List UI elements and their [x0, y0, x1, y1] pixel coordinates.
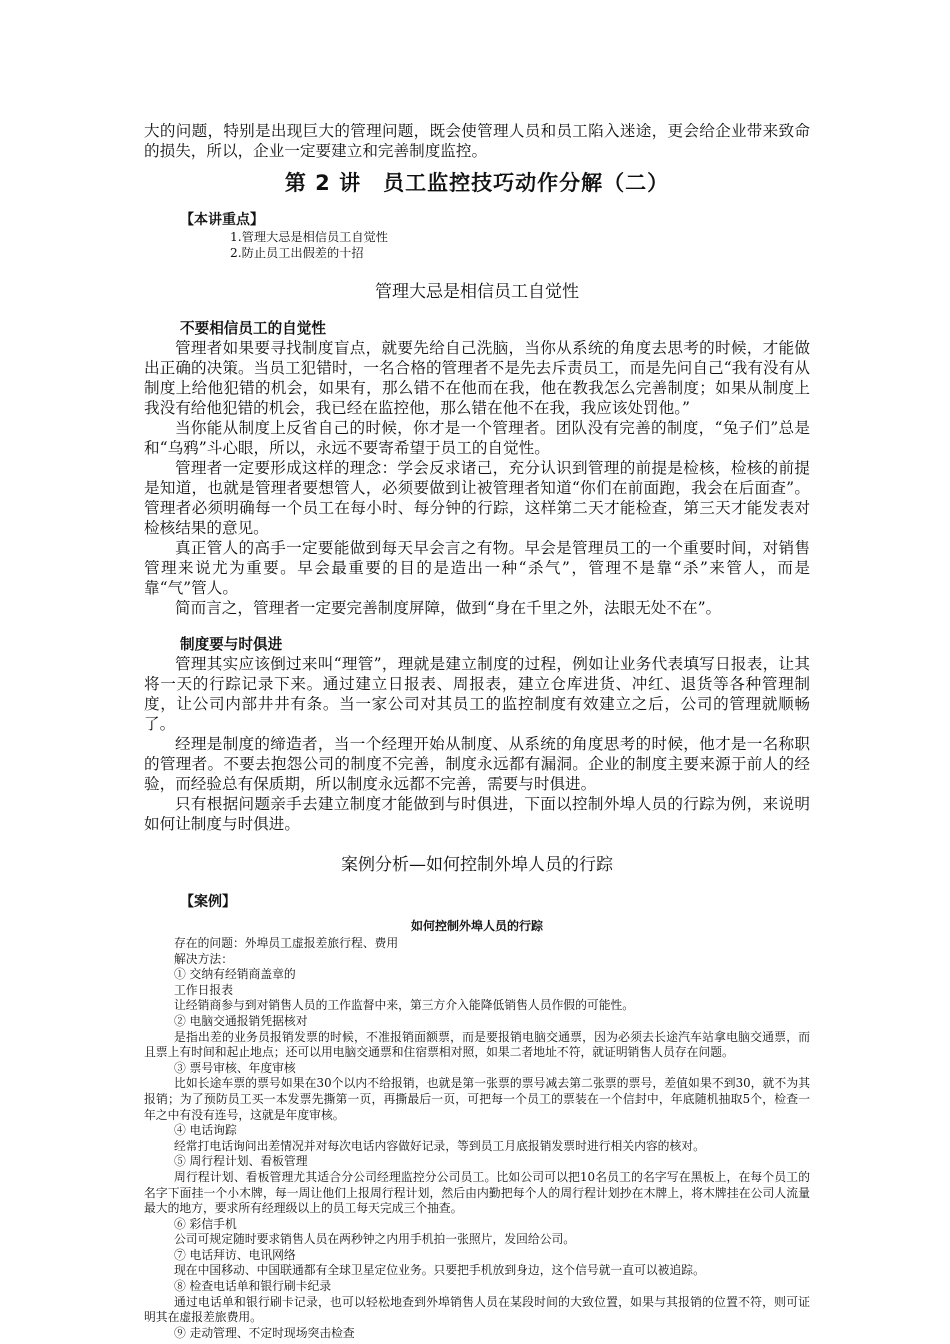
- case-title: 如何控制外埠人员的行踪: [410, 919, 543, 933]
- intro-paragraph: 大的问题，特别是出现巨大的管理问题，既会使管理人员和员工陷入迷途，更会给企业带来致命的损失，所以，企业一定要建立和完善制度监控。: [144, 122, 810, 160]
- case-line: ① 交纳有经销商盖章的: [174, 967, 296, 982]
- body-paragraph: 管理者如果要寻找制度盲点，就要先给自己洗脑，当你从系统的角度去思考的时候，才能做出正确的决策。当员工犯错时，一名合格的管理者不是先去斥责员工，而是先问自己“我有没有从制度上给他犯错的机会，如果有，那么错不在他而在我，他在教我怎么完善制度；如果从制度上我没有给他犯错的机会，我已经在监控他，那么错在他不在我，我应该处罚他。”: [144, 339, 810, 417]
- case-line: ⑦ 电话拜访、电讯网络: [174, 1247, 296, 1262]
- case-label: 【案例】: [180, 894, 236, 910]
- body-paragraph: 当你能从制度上反省自己的时候，你才是一个管理者。团队没有完善的制度，“兔子们”总是和“乌鸦”斗心眼，所以，永远不要寄希望于员工的自觉性。: [144, 419, 810, 457]
- case-line: ⑨ 走动管理、不定时现场突击检查: [174, 1325, 355, 1340]
- case-line: ④ 电话询踪: [174, 1123, 237, 1138]
- document-content: [144, 121, 810, 1341]
- key-points-heading: 【本讲重点】: [180, 212, 264, 228]
- body-paragraph: 管理其实应该倒过来叫“理管”，理就是建立制度的过程，例如让业务代表填写日报表，让其将一天的行踪记录下来。通过建立日报表、周报表，建立仓库进货、冲红、退货等各种管理制度，让公司内部井井有条。当一家公司对其员工的监控制度有效建立之后，公司的管理就顺畅了。: [144, 655, 810, 733]
- case-line: 公司可规定随时要求销售人员在两秒钟之内用手机拍一张照片，发回给公司。: [174, 1232, 576, 1247]
- case-line: 比如长途车票的票号如果在30个以内不给报销，也就是第一张票的票号减去第二张票的票号，差值如果不到30，就不为其报销；为了预防员工买一本发票先撕第一页，再撕最后一页，可把每一个员工的票装在一个信封中，年底随机抽取5个，检查一年之中有没有连号，这就是年度审核。: [144, 1076, 810, 1122]
- case-line: ⑤ 周行程计划、看板管理: [174, 1154, 308, 1169]
- case-line: 解决方法：: [174, 951, 233, 966]
- body-paragraph: 经理是制度的缔造者，当一个经理开始从制度、从系统的角度思考的时候，他才是一名称职的管理者。不要去抱怨公司的制度不完善，制度永远都有漏洞。企业的制度主要来源于前人的经验，而经验总有保质期，所以制度永远都不完善，需要与时俱进。: [144, 735, 810, 793]
- case-line: 让经销商参与到对销售人员的工作监督中来，第三方介入能降低销售人员作假的可能性。: [174, 998, 635, 1013]
- case-line: 经常打电话询问出差情况并对每次电话内容做好记录，等到员工月底报销发票时进行相关内容的核对。: [174, 1138, 705, 1153]
- case-line: ② 电脑交通报销凭据核对: [174, 1013, 308, 1028]
- case-body: [144, 936, 810, 1341]
- case-line: 是指出差的业务员报销发票的时候，不准报销面额票，而是要报销电脑交通票，因为必须去长途汽车站拿电脑交通票，而且票上有时间和起止地点；还可以用电脑交通票和住宿票相对照，如果二者地址不符，就证明销售人员存在问题。: [144, 1029, 810, 1060]
- subsection-heading: 不要相信员工的自觉性: [180, 320, 326, 337]
- case-line: 工作日报表: [174, 982, 233, 997]
- key-point-item: 1.管理大忌是相信员工自觉性: [230, 230, 388, 244]
- section-title: 管理大忌是相信员工自觉性: [375, 282, 579, 302]
- body-paragraph: 真正管人的高手一定要能做到每天早会言之有物。早会是管理员工的一个重要时间，对销售管理来说尤为重要。早会最重要的目的是造出一种“杀气”，管理不是靠“杀”来管人，而是靠“气”管人。: [144, 539, 810, 597]
- key-point-item: 2.防止员工出假差的十招: [230, 246, 364, 260]
- case-line: 周行程计划、看板管理尤其适合分公司经理监控分公司员工。比如公司可以把10名员工的名字写在黑板上，在每个员工的名字下面挂一个小木牌，每一周让他们上报周行程计划，然后由内勤把每个人的周行程计划抄在木牌上，将木牌挂在公司人流量最大的地方，要求所有经理级以上的员工每天完成三个抽查。: [144, 1169, 810, 1216]
- body-paragraph: 只有根据问题亲手去建立制度才能做到与时俱进，下面以控制外埠人员的行踪为例，来说明如何让制度与时俱进。: [144, 795, 810, 833]
- lecture-title: 第 2 讲 员工监控技巧动作分解（二）: [284, 171, 670, 195]
- subsection-heading: 制度要与时俱进: [180, 636, 283, 653]
- case-line: ⑥ 彩信手机: [174, 1216, 237, 1231]
- case-line: 存在的问题：外埠员工虚报差旅行程、费用: [174, 936, 399, 950]
- body-paragraph: 简而言之，管理者一定要完善制度屏障，做到“身在千里之外，法眼无处不在”。: [175, 599, 722, 617]
- case-line: ⑧ 检查电话单和银行刷卡纪录: [174, 1279, 332, 1294]
- section-title: 案例分析—如何控制外埠人员的行踪: [341, 855, 613, 875]
- case-line: 现在中国移动、中国联通都有全球卫星定位业务。只要把手机放到身边，这个信号就一直可以被追踪。: [174, 1263, 705, 1278]
- body-paragraph: 管理者一定要形成这样的理念：学会反求诸己，充分认识到管理的前提是检核，检核的前提是知道，也就是管理者要想管人，必须要做到让被管理者知道“你们在前面跑，我会在后面查”。管理者必须明确每一个员工在每小时、每分钟的行踪，这样第二天才能检查，第三天才能发表对检核结果的意见。: [144, 459, 810, 537]
- spacer: [144, 618, 810, 636]
- case-line: 通过电话单和银行刷卡记录，也可以轻松地查到外埠销售人员在某段时间的大致位置，如果与其报销的位置不符，则可证明其在虚报差旅费用。: [144, 1294, 810, 1325]
- case-line: ③ 票号审核、年度审核: [174, 1060, 296, 1075]
